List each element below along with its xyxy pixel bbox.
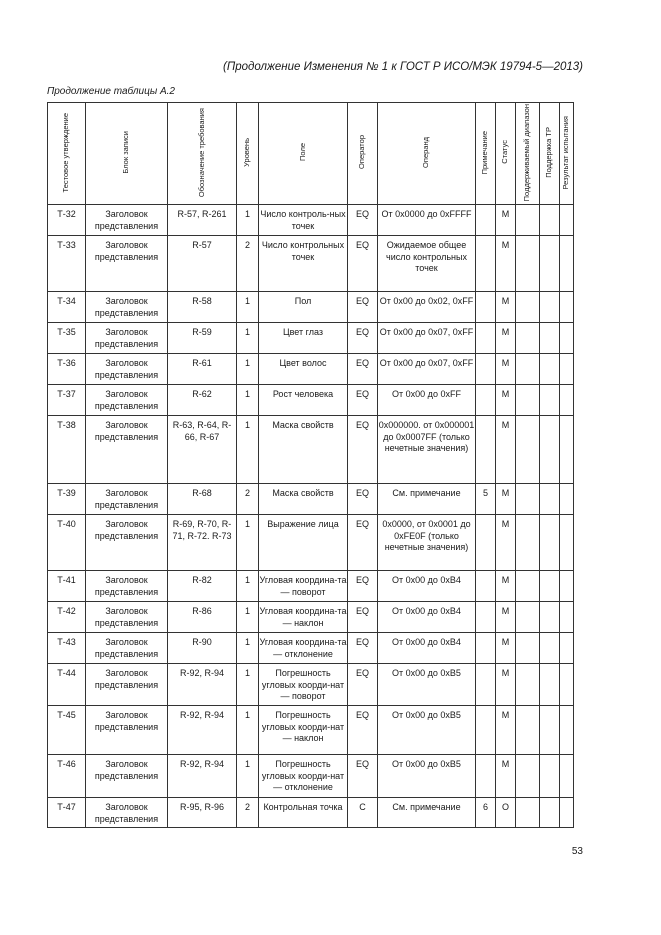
cell-note: [476, 602, 496, 633]
cell-field: Пол: [259, 292, 348, 323]
col-header-field: Поле: [259, 103, 348, 205]
cell-test-result: [560, 755, 574, 798]
cell-operand: От 0x00 до 0x07, 0xFF: [378, 323, 476, 354]
cell-level: 1: [237, 602, 259, 633]
table-row: [48, 633, 574, 664]
cell-test: Т-32: [48, 205, 86, 236]
cell-operator: EQ: [348, 515, 378, 571]
cell-supported-range: [516, 602, 540, 633]
requirements-table: [47, 102, 574, 828]
cell-requirement: R-92, R-94: [168, 664, 237, 706]
cell-status: М: [496, 571, 516, 602]
page-number: 53: [571, 846, 583, 857]
cell-test: Т-47: [48, 798, 86, 828]
cell-tp-support: [540, 798, 560, 828]
cell-status: О: [496, 798, 516, 828]
cell-status: М: [496, 664, 516, 706]
cell-status: М: [496, 602, 516, 633]
cell-test: Т-33: [48, 236, 86, 292]
cell-block: Заголовок представления: [86, 633, 168, 664]
cell-field: Рост человека: [259, 385, 348, 416]
cell-test-result: [560, 484, 574, 515]
cell-block: Заголовок представления: [86, 755, 168, 798]
cell-note: [476, 515, 496, 571]
col-header-tp-support: Поддержка ТР: [540, 103, 560, 205]
cell-level: 1: [237, 515, 259, 571]
cell-block: Заголовок представления: [86, 323, 168, 354]
cell-level: 1: [237, 416, 259, 484]
cell-block: Заголовок представления: [86, 354, 168, 385]
table-row: [48, 205, 574, 236]
cell-block: Заголовок представления: [86, 484, 168, 515]
cell-note: [476, 323, 496, 354]
cell-operator: EQ: [348, 205, 378, 236]
cell-operand: От 0x00 до 0x02, 0xFF: [378, 292, 476, 323]
cell-operand: От 0x00 до 0x07, 0xFF: [378, 354, 476, 385]
cell-level: 1: [237, 292, 259, 323]
cell-block: Заголовок представления: [86, 664, 168, 706]
cell-requirement: R-61: [168, 354, 237, 385]
cell-status: М: [496, 205, 516, 236]
cell-status: М: [496, 416, 516, 484]
cell-tp-support: [540, 416, 560, 484]
cell-note: [476, 205, 496, 236]
cell-supported-range: [516, 515, 540, 571]
cell-field: Число контрольных точек: [259, 236, 348, 292]
cell-status: М: [496, 292, 516, 323]
cell-field: Число контроль-ных точек: [259, 205, 348, 236]
cell-operand: От 0x00 до 0xB5: [378, 664, 476, 706]
cell-block: Заголовок представления: [86, 236, 168, 292]
cell-operator: EQ: [348, 664, 378, 706]
cell-field: Угловая координа-та — отклонение: [259, 633, 348, 664]
cell-note: [476, 633, 496, 664]
cell-field: Цвет волос: [259, 354, 348, 385]
cell-requirement: R-69, R-70, R-71, R-72. R-73: [168, 515, 237, 571]
cell-test: Т-46: [48, 755, 86, 798]
cell-supported-range: [516, 323, 540, 354]
cell-operator: EQ: [348, 292, 378, 323]
cell-test: Т-38: [48, 416, 86, 484]
cell-operator: EQ: [348, 236, 378, 292]
cell-tp-support: [540, 354, 560, 385]
cell-operand: 0x000000. от 0x000001 до 0x0007FF (только нечетные значения): [378, 416, 476, 484]
cell-level: 2: [237, 484, 259, 515]
cell-requirement: R-59: [168, 323, 237, 354]
cell-operand: От 0x00 до 0xB4: [378, 633, 476, 664]
cell-level: 1: [237, 354, 259, 385]
cell-test-result: [560, 385, 574, 416]
cell-test: Т-43: [48, 633, 86, 664]
cell-operator: EQ: [348, 571, 378, 602]
cell-supported-range: [516, 354, 540, 385]
cell-block: Заголовок представления: [86, 416, 168, 484]
table-row: [48, 798, 574, 828]
cell-operator: EQ: [348, 755, 378, 798]
cell-operand: 0x0000, от 0x0001 до 0xFE0F (только нечетные значения): [378, 515, 476, 571]
cell-test: Т-36: [48, 354, 86, 385]
cell-test-result: [560, 323, 574, 354]
cell-test-result: [560, 292, 574, 323]
col-header-note: Примечание: [476, 103, 496, 205]
cell-status: М: [496, 706, 516, 755]
cell-status: М: [496, 515, 516, 571]
col-header-block: Блок записи: [86, 103, 168, 205]
cell-test-result: [560, 706, 574, 755]
cell-test-result: [560, 354, 574, 385]
cell-level: 1: [237, 205, 259, 236]
col-header-operator: Оператор: [348, 103, 378, 205]
cell-test-result: [560, 515, 574, 571]
cell-level: 1: [237, 323, 259, 354]
cell-test-result: [560, 602, 574, 633]
cell-operand: От 0x00 до 0xFF: [378, 385, 476, 416]
cell-note: 6: [476, 798, 496, 828]
cell-supported-range: [516, 664, 540, 706]
table-caption: Продолжение таблицы А.2: [47, 86, 175, 97]
cell-field: Выражение лица: [259, 515, 348, 571]
table-row: [48, 706, 574, 755]
cell-tp-support: [540, 484, 560, 515]
col-header-status: Статус: [496, 103, 516, 205]
cell-tp-support: [540, 706, 560, 755]
table-header-row: [48, 103, 574, 205]
cell-operand: См. примечание: [378, 798, 476, 828]
cell-level: 1: [237, 633, 259, 664]
cell-requirement: R-90: [168, 633, 237, 664]
cell-status: М: [496, 236, 516, 292]
cell-operand: От 0x00 до 0xB4: [378, 602, 476, 633]
cell-status: М: [496, 633, 516, 664]
cell-tp-support: [540, 515, 560, 571]
cell-field: Цвет глаз: [259, 323, 348, 354]
col-header-supported-range: Поддерживаемый диапазон: [516, 103, 540, 205]
cell-supported-range: [516, 236, 540, 292]
cell-tp-support: [540, 664, 560, 706]
table-row: [48, 755, 574, 798]
cell-level: 2: [237, 236, 259, 292]
cell-operator: EQ: [348, 416, 378, 484]
cell-note: [476, 416, 496, 484]
table-row: [48, 664, 574, 706]
cell-note: [476, 706, 496, 755]
cell-operator: EQ: [348, 633, 378, 664]
cell-operator: EQ: [348, 385, 378, 416]
cell-tp-support: [540, 602, 560, 633]
cell-field: Погрешность угловых коорди-нат — наклон: [259, 706, 348, 755]
cell-operator: EQ: [348, 484, 378, 515]
cell-field: Погрешность угловых коорди-нат — отклонение: [259, 755, 348, 798]
cell-block: Заголовок представления: [86, 515, 168, 571]
table-row: [48, 236, 574, 292]
table-row: [48, 515, 574, 571]
table-body: [48, 205, 574, 828]
cell-status: М: [496, 755, 516, 798]
cell-operand: От 0x00 до 0xB4: [378, 571, 476, 602]
cell-field: Маска свойств: [259, 484, 348, 515]
cell-block: Заголовок представления: [86, 602, 168, 633]
cell-test-result: [560, 416, 574, 484]
cell-note: [476, 571, 496, 602]
cell-requirement: R-68: [168, 484, 237, 515]
col-header-level: Уровень: [237, 103, 259, 205]
cell-requirement: R-58: [168, 292, 237, 323]
table-row: [48, 385, 574, 416]
cell-test-result: [560, 664, 574, 706]
cell-tp-support: [540, 755, 560, 798]
cell-supported-range: [516, 416, 540, 484]
cell-field: Погрешность угловых коорди-нат — поворот: [259, 664, 348, 706]
cell-operator: EQ: [348, 354, 378, 385]
cell-level: 1: [237, 385, 259, 416]
cell-test-result: [560, 798, 574, 828]
cell-test: Т-44: [48, 664, 86, 706]
cell-status: М: [496, 323, 516, 354]
cell-test: Т-35: [48, 323, 86, 354]
cell-level: 1: [237, 571, 259, 602]
cell-operand: От 0x00 до 0xB5: [378, 706, 476, 755]
continuation-header: (Продолжение Изменения № 1 к ГОСТ Р ИСО/МЭК 19794-5—2013): [223, 61, 583, 73]
cell-test: Т-40: [48, 515, 86, 571]
cell-operand: Ожидаемое общее число контрольных точек: [378, 236, 476, 292]
cell-tp-support: [540, 323, 560, 354]
cell-requirement: R-92, R-94: [168, 755, 237, 798]
cell-test: Т-42: [48, 602, 86, 633]
cell-test-result: [560, 571, 574, 602]
col-header-test: Тестовое утверждение: [48, 103, 86, 205]
cell-supported-range: [516, 798, 540, 828]
col-header-operand: Операнд: [378, 103, 476, 205]
cell-block: Заголовок представления: [86, 205, 168, 236]
cell-note: [476, 385, 496, 416]
cell-note: [476, 292, 496, 323]
table-row: [48, 292, 574, 323]
cell-tp-support: [540, 571, 560, 602]
cell-requirement: R-63, R-64, R-66, R-67: [168, 416, 237, 484]
table-row: [48, 571, 574, 602]
cell-field: Маска свойств: [259, 416, 348, 484]
cell-operator: EQ: [348, 323, 378, 354]
cell-requirement: R-57: [168, 236, 237, 292]
cell-supported-range: [516, 292, 540, 323]
cell-tp-support: [540, 205, 560, 236]
cell-test: Т-37: [48, 385, 86, 416]
cell-tp-support: [540, 633, 560, 664]
cell-block: Заголовок представления: [86, 571, 168, 602]
cell-field: Контрольная точка: [259, 798, 348, 828]
cell-block: Заголовок представления: [86, 798, 168, 828]
cell-tp-support: [540, 292, 560, 323]
cell-test: Т-45: [48, 706, 86, 755]
cell-test-result: [560, 633, 574, 664]
cell-tp-support: [540, 236, 560, 292]
table-row: [48, 416, 574, 484]
cell-requirement: R-92, R-94: [168, 706, 237, 755]
cell-requirement: R-62: [168, 385, 237, 416]
cell-note: [476, 755, 496, 798]
cell-test-result: [560, 205, 574, 236]
cell-block: Заголовок представления: [86, 292, 168, 323]
cell-test: Т-41: [48, 571, 86, 602]
cell-test: Т-39: [48, 484, 86, 515]
table-row: [48, 602, 574, 633]
cell-supported-range: [516, 571, 540, 602]
cell-requirement: R-86: [168, 602, 237, 633]
cell-test-result: [560, 236, 574, 292]
cell-operand: См. примечание: [378, 484, 476, 515]
cell-note: [476, 236, 496, 292]
cell-requirement: R-95, R-96: [168, 798, 237, 828]
table-row: [48, 354, 574, 385]
cell-supported-range: [516, 755, 540, 798]
cell-test: Т-34: [48, 292, 86, 323]
cell-operator: C: [348, 798, 378, 828]
cell-status: М: [496, 354, 516, 385]
cell-requirement: R-57, R-261: [168, 205, 237, 236]
cell-operand: От 0x00 до 0xB5: [378, 755, 476, 798]
cell-note: [476, 664, 496, 706]
cell-supported-range: [516, 205, 540, 236]
cell-requirement: R-82: [168, 571, 237, 602]
cell-operand: От 0х0000 до 0xFFFF: [378, 205, 476, 236]
cell-level: 1: [237, 706, 259, 755]
col-header-requirement: Обозначение требования: [168, 103, 237, 205]
table-row: [48, 484, 574, 515]
cell-status: М: [496, 385, 516, 416]
cell-operator: EQ: [348, 602, 378, 633]
col-header-test-result: Результат испытания: [560, 103, 574, 205]
table-row: [48, 323, 574, 354]
cell-block: Заголовок представления: [86, 706, 168, 755]
cell-field: Угловая координа-та — наклон: [259, 602, 348, 633]
cell-level: 1: [237, 755, 259, 798]
cell-field: Угловая координа-та — поворот: [259, 571, 348, 602]
cell-operator: EQ: [348, 706, 378, 755]
cell-tp-support: [540, 385, 560, 416]
cell-level: 1: [237, 664, 259, 706]
cell-supported-range: [516, 484, 540, 515]
cell-note: 5: [476, 484, 496, 515]
cell-supported-range: [516, 706, 540, 755]
cell-note: [476, 354, 496, 385]
cell-block: Заголовок представления: [86, 385, 168, 416]
cell-level: 2: [237, 798, 259, 828]
cell-status: М: [496, 484, 516, 515]
cell-supported-range: [516, 385, 540, 416]
cell-supported-range: [516, 633, 540, 664]
